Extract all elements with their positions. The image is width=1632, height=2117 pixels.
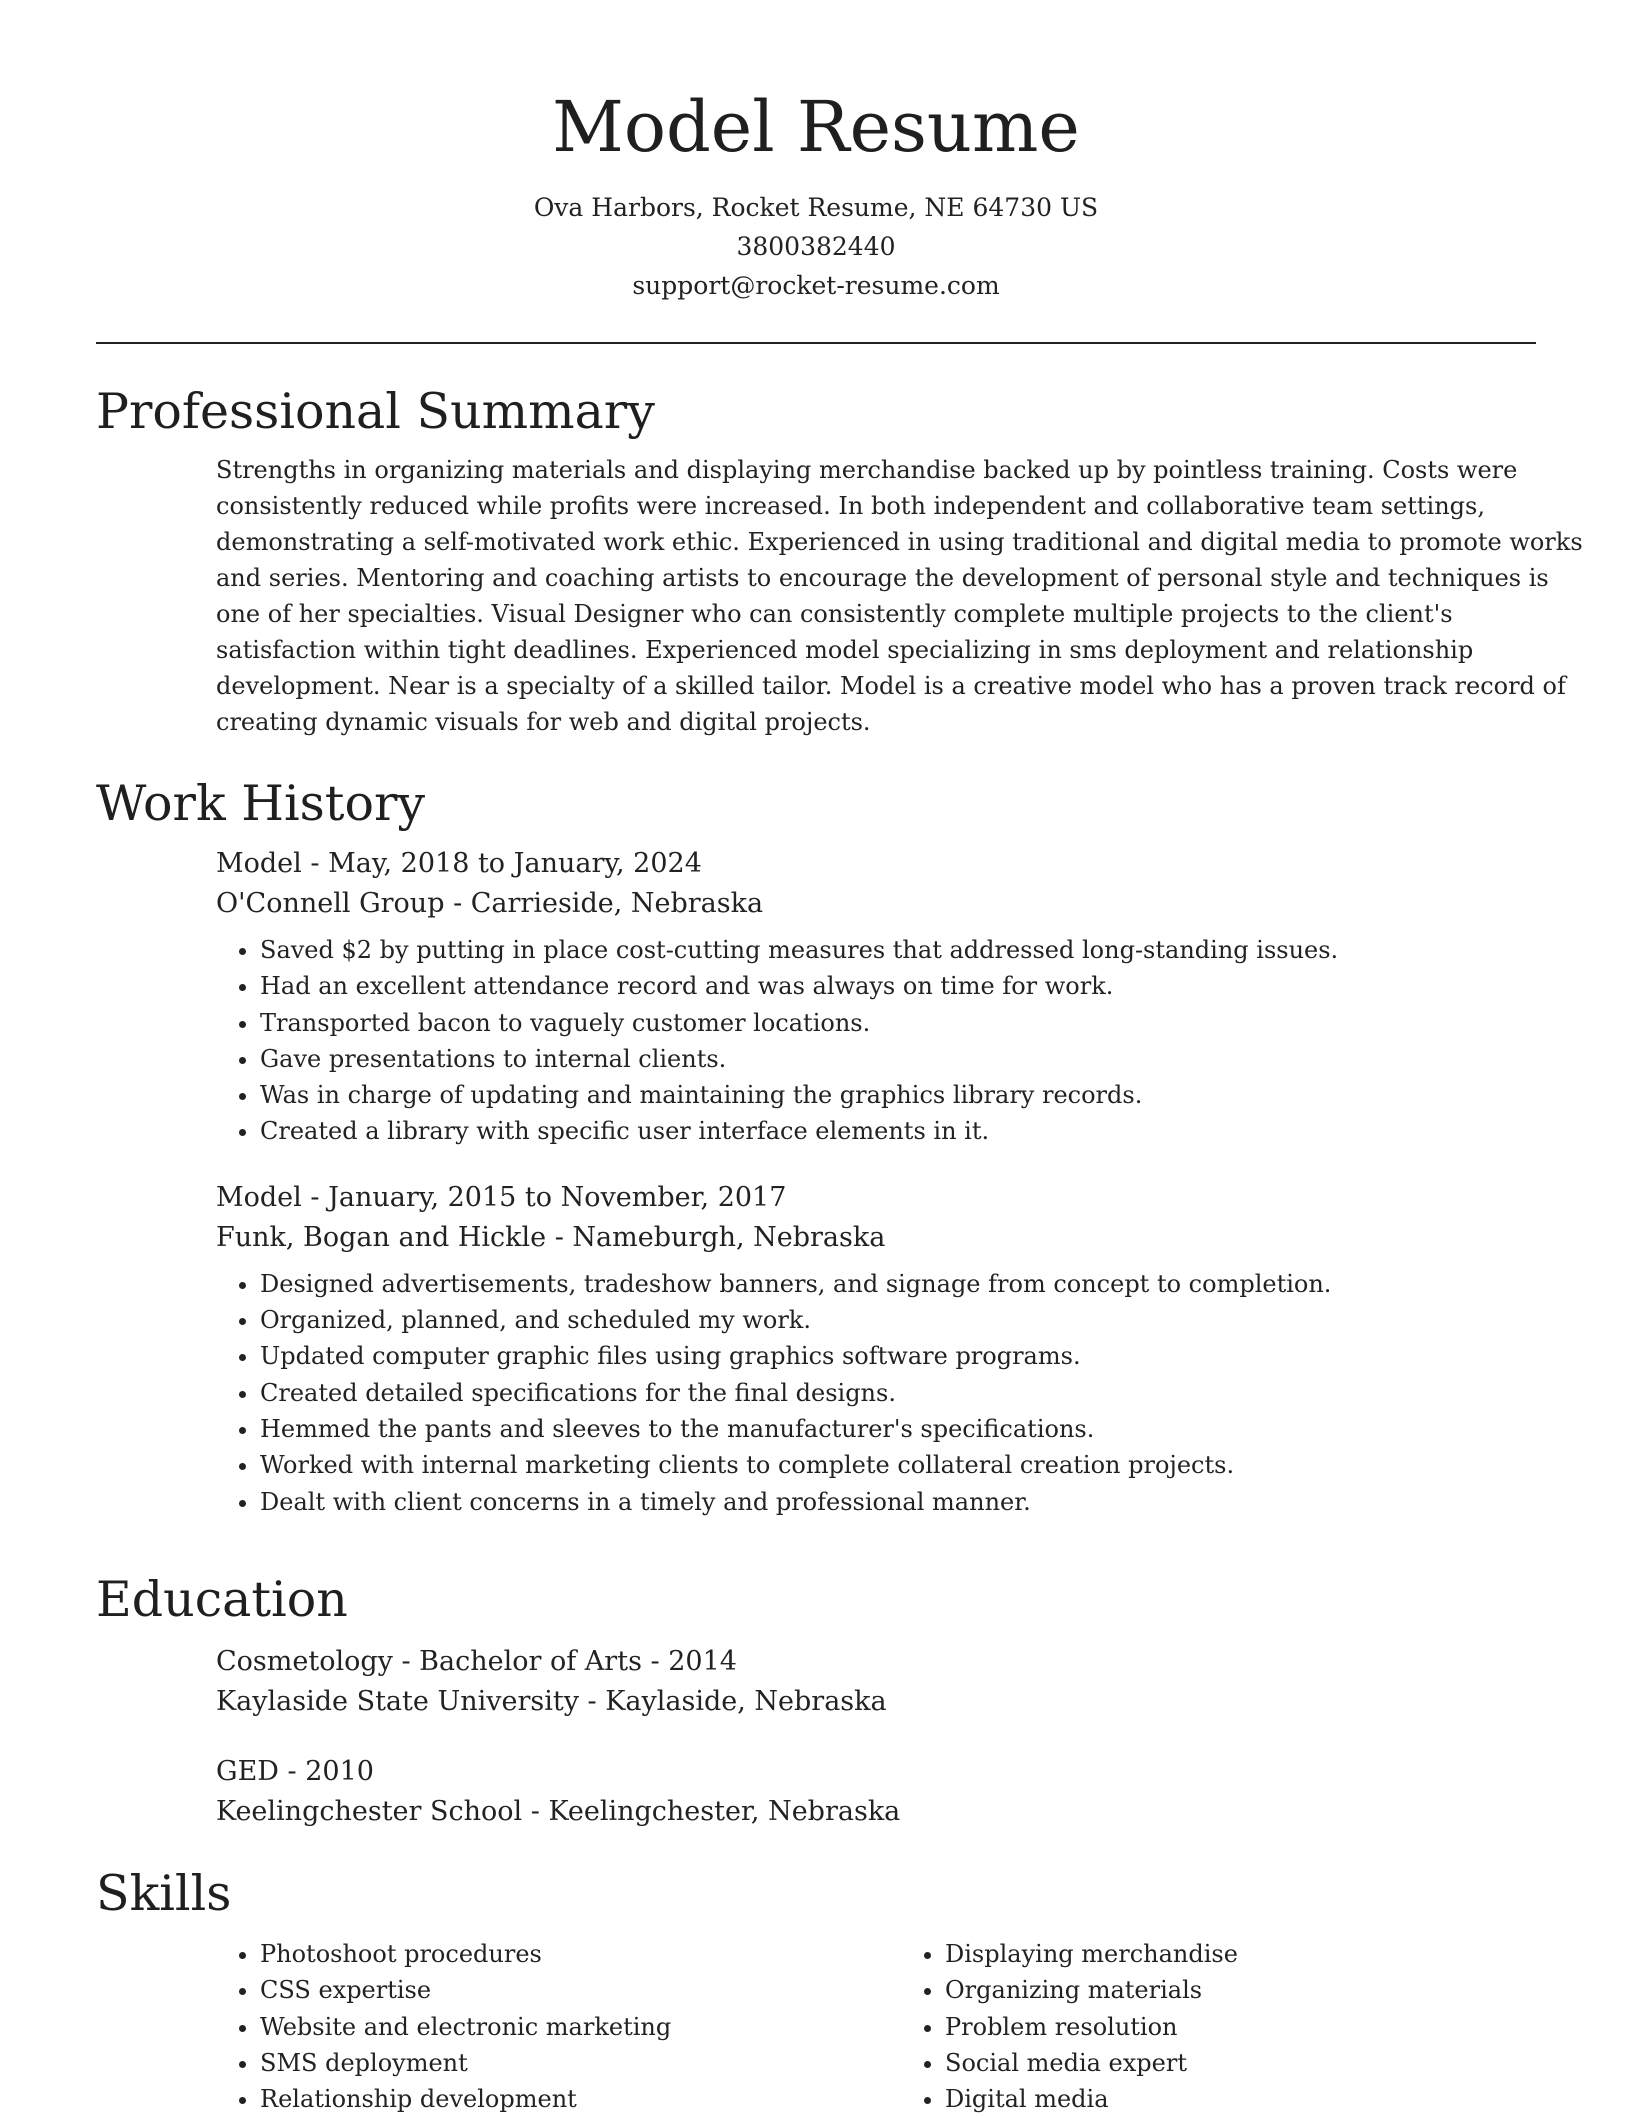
skill-item: • Problem resolution [945,2009,1586,2045]
summary-section [96,382,1583,740]
contact-block [0,188,1632,305]
skills-columns [216,1932,1586,2117]
job-bullet: • Organized, planned, and scheduled my work. [260,1302,1586,1338]
skills-heading: Skills [96,1865,232,1922]
job-bullet: • Created detailed specifications for the final designs. [260,1375,1586,1411]
job-title-line: Model - January, 2015 to November, 2017 [216,1181,787,1213]
skills-list-left [216,1936,901,2117]
job-bullet: • Worked with internal marketing clients to complete collateral creation projects. [260,1447,1586,1483]
summary-text: Strengths in organizing materials and displaying merchandise backed up by pointless training. Costs were consistently reduced while profits were increased. In both independent and collaborative team settings, demonstrating a self-motivated work ethic. Experienced in using traditional and digital media to promote works and series. Mentoring and coaching artists to encourage the development of personal style and techniques is one of her specialties. Visual Designer who can consistently complete multiple projects to the client's satisfaction within tight deadlines. Experienced model specializing in sms deployment and relationship development. Near is a specialty of a skilled tailor. Model is a creative model who has a proven track record of creating dynamic visuals for web and digital projects. [216,456,1583,736]
skill-item: • Organizing materials [945,1972,1586,2008]
resume-header [0,0,1632,305]
job-bullet: • Transported bacon to vaguely customer locations. [260,1005,1586,1041]
education-entry [216,1642,1586,1722]
job-bullets [216,932,1586,1150]
job-bullet: • Created a library with specific user interface elements in it. [260,1113,1586,1149]
job-bullet: • Gave presentations to internal clients. [260,1041,1586,1077]
contact-email: support@rocket-resume.com [632,271,1000,300]
education-degree-line: Cosmetology - Bachelor of Arts - 2014 [216,1646,737,1677]
job-bullet: • Saved $2 by putting in place cost-cutting measures that addressed long-standing issues. [260,932,1586,968]
skills-section [96,1864,1536,2117]
job-bullets [216,1266,1586,1520]
skill-item: • Digital media [945,2081,1586,2117]
job-entry [216,844,1586,1150]
summary-heading: Professional Summary [96,383,655,440]
job-company-line: O'Connell Group - Carrieside, Nebraska [216,888,764,919]
education-section [96,1570,1536,1862]
contact-phone: 3800382440 [736,232,896,261]
job-bullet: • Was in charge of updating and maintaining the graphics library records. [260,1077,1586,1113]
work-heading: Work History [96,775,426,832]
education-heading: Education [96,1571,348,1628]
education-school-line: Kaylaside State University - Kaylaside, Nebraska [216,1686,887,1717]
job-bullet: • Designed advertisements, tradeshow banners, and signage from concept to completion. [260,1266,1586,1302]
contact-address: Ova Harbors, Rocket Resume, NE 64730 US [533,193,1099,222]
job-bullet: • Had an excellent attendance record and was always on time for work. [260,968,1586,1004]
education-body [216,1642,1586,1832]
skill-item: • Social media expert [945,2045,1586,2081]
job-company-line: Funk, Bogan and Hickle - Nameburgh, Nebraska [216,1221,886,1253]
job-title-line: Model - May, 2018 to January, 2024 [216,848,702,879]
skill-item: • CSS expertise [260,1972,901,2008]
education-entry [216,1752,1586,1832]
resume-name: Model Resume [552,86,1080,168]
job-bullet: • Hemmed the pants and sleeves to the manufacturer's specifications. [260,1411,1586,1447]
job-bullet: • Dealt with client concerns in a timely and professional manner. [260,1484,1586,1520]
job-bullet: • Updated computer graphic files using graphics software programs. [260,1338,1586,1374]
header-divider [96,342,1536,344]
education-degree-line: GED - 2010 [216,1756,374,1787]
work-section [96,774,1536,1548]
skills-list-right [901,1936,1586,2117]
skill-item: • Photoshoot procedures [260,1936,901,1972]
work-body [216,844,1586,1520]
job-entry [216,1178,1586,1520]
education-school-line: Keelingchester School - Keelingchester, Nebraska [216,1796,901,1827]
skill-item: • SMS deployment [260,2045,901,2081]
skill-item: • Displaying merchandise [945,1936,1586,1972]
skill-item: • Relationship development [260,2081,901,2117]
skill-item: • Website and electronic marketing [260,2009,901,2045]
